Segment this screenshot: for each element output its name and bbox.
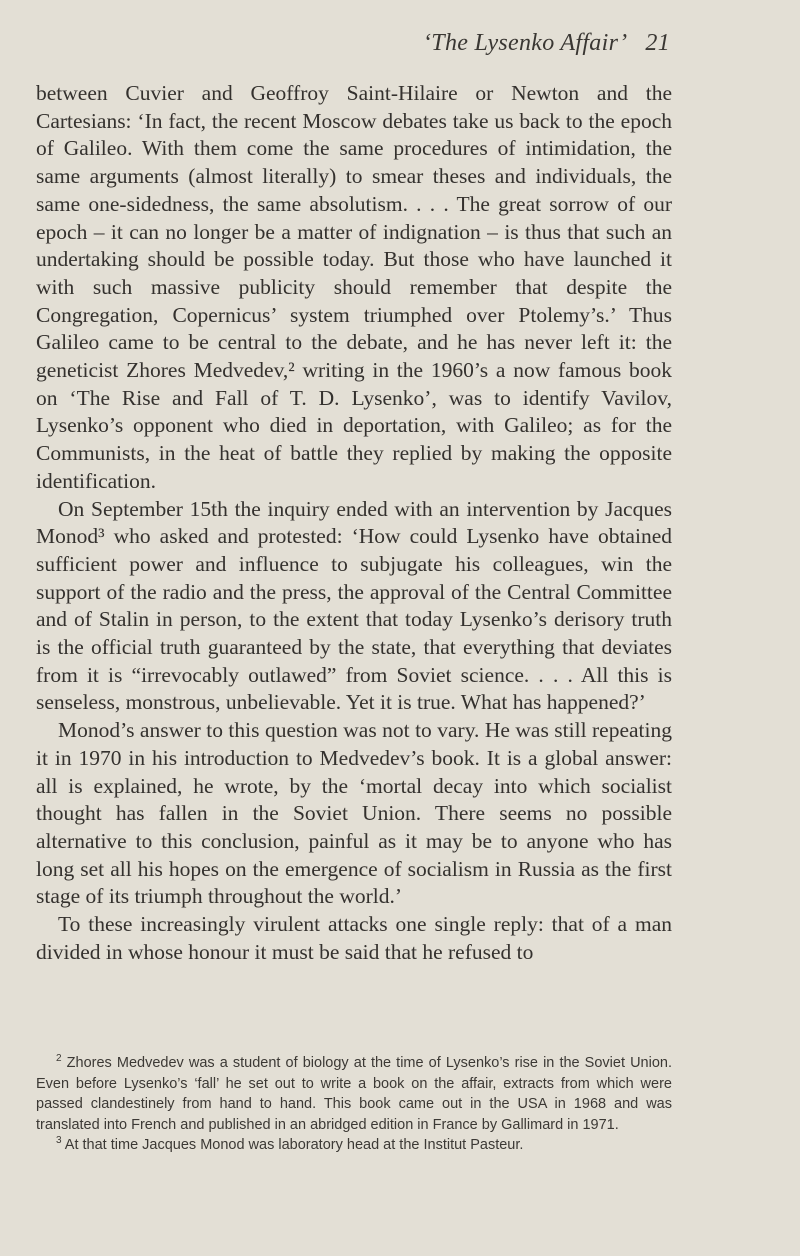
footnote-marker: 3 (56, 1135, 62, 1147)
body-text (36, 80, 672, 967)
page-number: 21 (645, 30, 670, 56)
footnote-item (36, 1053, 672, 1135)
paragraph-continued: between Cuvier and Geoffroy Saint-Hilaire or Newton and the Cartesians: ‘In fact, the recent Moscow debates take us back to the epoch of Galileo. With them come the same procedures of intimidation, the same arguments (almost literally) to smear theses and individuals, the same one-sidedness, the same absolutism. . . . The great sorrow of our epoch – it can no longer be a matter of indignation – is thus that such an undertaking should be possible today. But those who have launched it with such massive publicity should remember that despite the Congregation, Copernicus’ system triumphed over Ptolemy’s.’ Thus Galileo came to be central to the debate, and he has never left it: the geneticist Zhores Medvedev,² writing in the 1960’s a now famous book on ‘The Rise and Fall of T. D. Lysenko’, was to identify Vavilov, Lysenko’s opponent who died in deportation, with Galileo; as for the Communists, in the heat of battle they replied by making the opposite identification. (36, 81, 672, 493)
running-title: ‘The Lysenko Affair’ (423, 30, 628, 56)
paragraph-replies: To these increasingly virulent attacks one single reply: that of a man divided in whose honour it must be said that he refused to (36, 912, 672, 964)
footnote-marker: 2 (56, 1053, 62, 1065)
paragraph-monod-intervention: On September 15th the inquiry ended with an intervention by Jacques Monod³ who asked and protested: ‘How could Lysenko have obtained sufficient power and influence to subjugate his colleagues, win the support of the radio and the press, the approval of the Central Committee and of Stalin in person, to the extent that today Lysenko’s derisory truth is the official truth guaranteed by the state, that everything that deviates from it is “irrevocably outlawed” from Soviet science. . . . All this is senseless, monstrous, unbelievable. Yet it is true. What has happened?’ (36, 496, 672, 715)
paragraph-monod-answer: Monod’s answer to this question was not to vary. He was still repeating it in 1970 in his introduction to Medvedev’s book. It is a global answer: all is explained, he wrote, by the ‘mortal decay into which socialist thought has fallen in the Soviet Union. There seems no possible alternative to this conclusion, painful as it may be to anyone who has long set all his hopes on the emergence of socialism in Russia as the first stage of its triumph throughout the world.’ (36, 718, 672, 909)
page-header (423, 30, 670, 57)
footnotes (36, 1053, 672, 1156)
footnote-text: Zhores Medvedev was a student of biology at the time of Lysenko’s rise in the Soviet Union. Even before Lysenko’s ‘fall’ he set out to write a book on the affair, extracts from which were passed clandestinely from hand to hand. This book came out in the USA in 1968 and was translated into French and published in an abridged edition in France by Gallimard in 1971. (36, 1055, 672, 1133)
footnote-text: At that time Jacques Monod was laboratory head at the Institut Pasteur. (64, 1137, 524, 1153)
footnote-item (36, 1135, 672, 1156)
